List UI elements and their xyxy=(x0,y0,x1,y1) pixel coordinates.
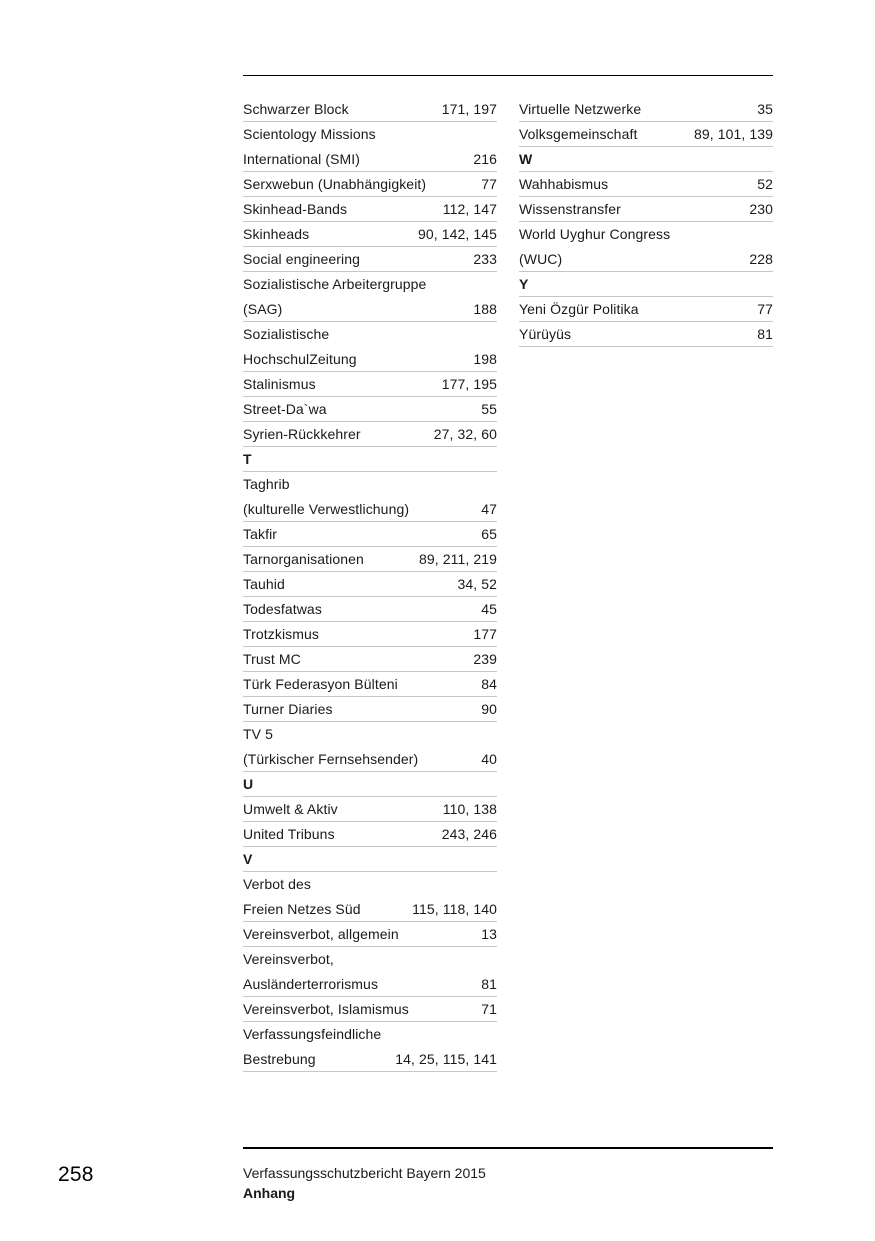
index-entry-row xyxy=(243,297,497,322)
index-term: Volksgemeinschaft xyxy=(519,126,638,142)
index-entry-row xyxy=(243,647,497,672)
index-entry-row xyxy=(243,872,497,897)
index-column-left xyxy=(243,97,497,1072)
index-pages: 112, 147 xyxy=(442,201,497,217)
index-entry-row xyxy=(243,97,497,122)
section-letter: Y xyxy=(519,276,529,292)
section-letter: T xyxy=(243,451,252,467)
index-pages: 177, 195 xyxy=(441,376,497,392)
index-term: Stalinismus xyxy=(243,376,316,392)
index-term: (WUC) xyxy=(519,251,563,267)
index-entry-row xyxy=(519,297,773,322)
index-entry-row xyxy=(243,597,497,622)
index-pages: 52 xyxy=(757,176,773,192)
index-pages: 243, 246 xyxy=(441,826,497,842)
index-pages: 188 xyxy=(473,301,497,317)
index-pages: 177 xyxy=(473,626,497,642)
index-pages: 115, 118, 140 xyxy=(412,901,497,917)
index-term: Street-Da`wa xyxy=(243,401,327,417)
index-pages: 216 xyxy=(473,151,497,167)
index-term: Ausländerterrorismus xyxy=(243,976,379,992)
index-pages: 40 xyxy=(481,751,497,767)
index-column-right xyxy=(519,97,773,347)
index-pages: 90, 142, 145 xyxy=(417,226,497,242)
index-term: Yeni Özgür Politika xyxy=(519,301,639,317)
index-entry-row xyxy=(519,97,773,122)
index-term: Bestrebung xyxy=(243,1051,316,1067)
index-entry-row xyxy=(519,172,773,197)
index-pages: 171, 197 xyxy=(441,101,497,117)
index-term: (Türkischer Fernsehsender) xyxy=(243,751,419,767)
index-pages: 65 xyxy=(481,526,497,542)
index-term: (kulturelle Verwestlichung) xyxy=(243,501,410,517)
index-term: Syrien-Rückkehrer xyxy=(243,426,361,442)
index-entry-row xyxy=(519,197,773,222)
index-term: (SAG) xyxy=(243,301,283,317)
index-entry-row xyxy=(243,922,497,947)
index-term: Freien Netzes Süd xyxy=(243,901,361,917)
index-term: Todesfatwas xyxy=(243,601,322,617)
index-term: International (SMI) xyxy=(243,151,361,167)
index-entry-row xyxy=(243,997,497,1022)
index-pages: 55 xyxy=(481,401,497,417)
index-pages: 89, 211, 219 xyxy=(418,551,497,567)
index-entry-row xyxy=(243,822,497,847)
index-term: Sozialistische Arbeitergruppe xyxy=(243,276,427,292)
footer xyxy=(243,1164,486,1203)
index-entry-row xyxy=(243,272,497,297)
index-term: Turner Diaries xyxy=(243,701,333,717)
index-entry-row xyxy=(243,397,497,422)
index-pages: 233 xyxy=(473,251,497,267)
index-pages: 45 xyxy=(481,601,497,617)
index-pages: 89, 101, 139 xyxy=(693,126,773,142)
index-term: Social engineering xyxy=(243,251,360,267)
section-letter: W xyxy=(519,151,533,167)
index-entry-row xyxy=(243,672,497,697)
index-pages: 13 xyxy=(481,926,497,942)
index-entry-row xyxy=(243,797,497,822)
index-entry-row xyxy=(243,422,497,447)
index-term: HochschulZeitung xyxy=(243,351,357,367)
index-pages: 84 xyxy=(481,676,497,692)
index-entry-row xyxy=(243,572,497,597)
index-entry-row xyxy=(243,222,497,247)
index-entry-row xyxy=(243,522,497,547)
index-term: Skinheads xyxy=(243,226,310,242)
index-term: Türk Federasyon Bülteni xyxy=(243,676,398,692)
index-term: World Uyghur Congress xyxy=(519,226,671,242)
index-entry-row xyxy=(519,322,773,347)
index-entry-row xyxy=(519,122,773,147)
index-term: Vereinsverbot, xyxy=(243,951,334,967)
index-entry-row xyxy=(243,1047,497,1072)
index-entry-row xyxy=(243,472,497,497)
section-letter: V xyxy=(243,851,253,867)
index-term: Verbot des xyxy=(243,876,311,892)
index-entry-row xyxy=(243,322,497,347)
index-entry-row xyxy=(243,747,497,772)
index-entry-row xyxy=(243,122,497,147)
index-term: Wissenstransfer xyxy=(519,201,621,217)
index-term: Sozialistische xyxy=(243,326,330,342)
top-rule xyxy=(243,75,773,76)
index-term: Vereinsverbot, allgemein xyxy=(243,926,399,942)
index-pages: 81 xyxy=(757,326,773,342)
index-pages: 71 xyxy=(481,1001,497,1017)
index-entry-row xyxy=(243,197,497,222)
index-term: Schwarzer Block xyxy=(243,101,349,117)
index-term: Takfir xyxy=(243,526,278,542)
index-term: Virtuelle Netzwerke xyxy=(519,101,642,117)
index-pages: 228 xyxy=(749,251,773,267)
index-term: Wahhabismus xyxy=(519,176,609,192)
footer-section-title: Anhang xyxy=(243,1184,296,1201)
index-term: Vereinsverbot, Islamismus xyxy=(243,1001,409,1017)
footer-rule xyxy=(243,1147,773,1149)
index-entry-row xyxy=(243,147,497,172)
index-entry-row xyxy=(243,1022,497,1047)
section-header-row xyxy=(243,447,497,472)
section-header-row xyxy=(519,147,773,172)
index-entry-row xyxy=(243,972,497,997)
index-term: Serxwebun (Unabhängigkeit) xyxy=(243,176,427,192)
index-entry-row xyxy=(243,372,497,397)
index-pages: 90 xyxy=(481,701,497,717)
index-term: Trotzkismus xyxy=(243,626,320,642)
index-pages: 35 xyxy=(757,101,773,117)
index-term: Yürüyüs xyxy=(519,326,572,342)
index-entry-row xyxy=(243,697,497,722)
section-header-row xyxy=(519,272,773,297)
index-entry-row xyxy=(243,347,497,372)
section-header-row xyxy=(243,847,497,872)
section-letter: U xyxy=(243,776,254,792)
index-pages: 230 xyxy=(749,201,773,217)
index-pages: 27, 32, 60 xyxy=(433,426,497,442)
index-pages: 81 xyxy=(481,976,497,992)
index-entry-row xyxy=(243,247,497,272)
index-entry-row xyxy=(243,497,497,522)
index-entry-row xyxy=(243,622,497,647)
page-number: 258 xyxy=(58,1163,94,1186)
index-entry-row xyxy=(519,222,773,247)
index-term: Taghrib xyxy=(243,476,290,492)
index-term: Trust MC xyxy=(243,651,301,667)
index-entry-row xyxy=(519,247,773,272)
index-pages: 77 xyxy=(481,176,497,192)
section-header-row xyxy=(243,772,497,797)
index-pages: 110, 138 xyxy=(442,801,497,817)
footer-report-title: Verfassungsschutzbericht Bayern 2015 xyxy=(243,1165,486,1181)
index-term: TV 5 xyxy=(243,726,273,742)
index-entry-row xyxy=(243,947,497,972)
index-entry-row xyxy=(243,547,497,572)
index-pages: 47 xyxy=(481,501,497,517)
index-term: Umwelt & Aktiv xyxy=(243,801,338,817)
index-term: Skinhead-Bands xyxy=(243,201,348,217)
index-pages: 239 xyxy=(473,651,497,667)
index-pages: 14, 25, 115, 141 xyxy=(395,1051,497,1067)
index-term: Scientology Missions xyxy=(243,126,376,142)
index-entry-row xyxy=(243,722,497,747)
index-pages: 77 xyxy=(757,301,773,317)
index-entry-row xyxy=(243,897,497,922)
index-term: United Tribuns xyxy=(243,826,335,842)
index-term: Verfassungsfeindliche xyxy=(243,1026,382,1042)
index-columns xyxy=(243,97,773,1072)
index-pages: 34, 52 xyxy=(457,576,497,592)
index-entry-row xyxy=(243,172,497,197)
index-pages: 198 xyxy=(473,351,497,367)
index-term: Tarnorganisationen xyxy=(243,551,364,567)
index-term: Tauhid xyxy=(243,576,285,592)
